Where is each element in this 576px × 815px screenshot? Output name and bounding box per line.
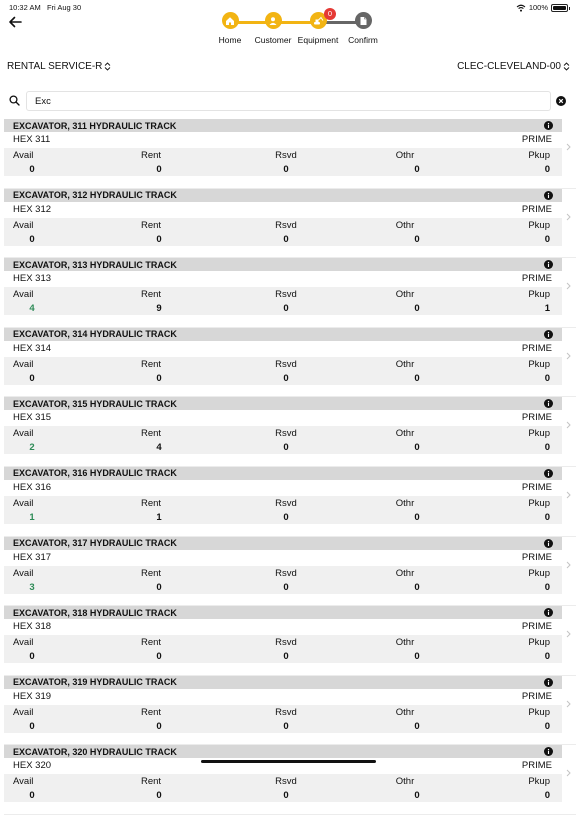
step-confirm[interactable] (333, 12, 393, 45)
stat-value-rent: 0 (156, 720, 162, 732)
stat-label-rent: Rent (140, 289, 162, 301)
equipment-class: PRIME (521, 134, 552, 145)
stat-value-pkup: 1 (544, 303, 550, 315)
stat-label-avail: Avail (13, 289, 34, 301)
stat-value-avail: 0 (29, 372, 35, 384)
stat-value-rsvd: 0 (283, 581, 289, 593)
stat-value-rent: 0 (156, 372, 162, 384)
stat-label-rent: Rent (140, 428, 162, 440)
stat-value-rent: 0 (156, 233, 162, 245)
stat-label-avail: Avail (13, 219, 34, 231)
equipment-list-item[interactable] (4, 328, 576, 398)
stat-label-rsvd: Rsvd (275, 706, 297, 718)
equipment-class: PRIME (521, 342, 552, 354)
info-icon[interactable] (544, 399, 553, 408)
equipment-list-item[interactable] (4, 119, 576, 189)
stat-label-rsvd: Rsvd (275, 219, 297, 231)
stat-value-avail: 0 (29, 233, 35, 245)
stat-value-pkup: 0 (544, 720, 550, 732)
stat-value-rsvd: 0 (283, 233, 289, 245)
stat-value-avail: 0 (29, 164, 35, 175)
equipment-code: HEX 320 (13, 760, 52, 772)
back-arrow-icon[interactable] (7, 14, 23, 30)
stat-value-rsvd: 0 (283, 790, 289, 802)
equipment-list-item[interactable] (4, 189, 576, 259)
battery-percent: 100% (528, 3, 548, 12)
stat-value-othr: 0 (414, 790, 420, 802)
service-selector[interactable] (7, 61, 111, 72)
stat-value-avail: 0 (29, 720, 35, 732)
availability-stats (4, 566, 562, 594)
stat-label-pkup: Pkup (528, 497, 550, 509)
step-label-home: Home (218, 35, 242, 45)
info-icon[interactable] (544, 191, 553, 200)
stat-label-othr: Othr (395, 497, 415, 509)
search-row (0, 91, 576, 111)
stat-label-rent: Rent (140, 637, 162, 649)
clear-search-icon[interactable] (556, 96, 566, 106)
status-time: 10:32 AM (9, 3, 41, 12)
stat-value-othr: 0 (414, 720, 420, 732)
stat-label-avail: Avail (13, 706, 34, 718)
stat-label-rent: Rent (140, 567, 162, 579)
equipment-item-header (4, 189, 562, 202)
equipment-code: HEX 313 (13, 273, 52, 285)
step-label-confirm: Confirm (348, 35, 378, 45)
equipment-item-header (4, 676, 562, 689)
stat-label-pkup: Pkup (528, 428, 550, 440)
stat-label-avail: Avail (13, 776, 34, 788)
equipment-item-header (4, 537, 562, 550)
battery-icon (551, 4, 568, 12)
stat-label-pkup: Pkup (528, 289, 550, 301)
stat-value-othr: 0 (414, 511, 420, 523)
stat-value-othr: 0 (414, 581, 420, 593)
stat-value-rent: 0 (156, 164, 162, 175)
info-icon[interactable] (544, 608, 553, 617)
stat-value-othr: 0 (414, 303, 420, 315)
equipment-code: HEX 319 (13, 690, 52, 702)
stat-label-othr: Othr (395, 637, 415, 649)
stat-value-othr: 0 (414, 233, 420, 245)
equipment-class: PRIME (521, 551, 552, 563)
step-label-customer: Customer (254, 35, 292, 45)
availability-stats (4, 774, 562, 802)
equipment-list-item[interactable] (4, 467, 576, 537)
stat-label-avail: Avail (13, 428, 34, 440)
stat-value-rsvd: 0 (283, 303, 289, 315)
stat-label-rsvd: Rsvd (275, 289, 297, 301)
stat-value-pkup: 0 (544, 372, 550, 384)
equipment-class: PRIME (521, 273, 552, 285)
info-icon[interactable] (544, 330, 553, 339)
stat-label-pkup: Pkup (528, 358, 550, 370)
stat-value-avail: 4 (29, 303, 35, 315)
availability-stats (4, 705, 562, 733)
availability-stats (4, 635, 562, 663)
status-time-date (9, 3, 81, 12)
stat-value-othr: 0 (414, 164, 420, 175)
chevron-right-icon[interactable] (566, 491, 571, 499)
stat-label-avail: Avail (13, 150, 34, 161)
stat-value-rent: 0 (156, 790, 162, 802)
availability-stats (4, 357, 562, 385)
equipment-list-item[interactable] (4, 397, 576, 467)
chevron-up-down-icon (563, 62, 570, 71)
stat-value-othr: 0 (414, 442, 420, 454)
status-right (516, 3, 568, 12)
status-date: Fri Aug 30 (46, 3, 82, 12)
equipment-title: EXCAVATOR, 313 HYDRAULIC TRACK (13, 259, 177, 270)
service-selector-value: RENTAL SERVICE-R (7, 61, 103, 72)
stat-label-rent: Rent (140, 497, 162, 509)
equipment-title: EXCAVATOR, 319 HYDRAULIC TRACK (13, 677, 177, 688)
stat-value-rsvd: 0 (283, 372, 289, 384)
branch-selector[interactable] (457, 61, 570, 72)
stat-label-othr: Othr (395, 776, 415, 788)
stat-label-rent: Rent (140, 776, 162, 788)
stat-value-pkup: 0 (544, 581, 550, 593)
stat-label-pkup: Pkup (528, 567, 550, 579)
stat-label-rsvd: Rsvd (275, 497, 297, 509)
stat-label-pkup: Pkup (528, 150, 550, 161)
equipment-code: HEX 311 (13, 134, 51, 145)
stat-label-othr: Othr (395, 358, 415, 370)
home-icon (222, 12, 239, 29)
equipment-title: EXCAVATOR, 312 HYDRAULIC TRACK (13, 190, 177, 201)
equipment-title: EXCAVATOR, 314 HYDRAULIC TRACK (13, 329, 177, 340)
equipment-item-header (4, 328, 562, 341)
equipment-code: HEX 314 (13, 342, 52, 354)
branch-selector-value: CLEC-CLEVELAND-00 (457, 61, 561, 72)
stat-label-rsvd: Rsvd (275, 776, 297, 788)
equipment-code: HEX 316 (13, 481, 52, 493)
availability-stats (4, 287, 562, 315)
equipment-code: HEX 318 (13, 621, 52, 633)
stat-label-rent: Rent (140, 150, 162, 161)
equipment-item-header (4, 606, 562, 619)
info-icon[interactable] (544, 539, 553, 548)
equipment-list (4, 119, 576, 815)
stat-value-pkup: 0 (544, 164, 550, 175)
chevron-right-icon[interactable] (566, 352, 571, 360)
equipment-list-item[interactable] (4, 676, 576, 746)
stat-label-rent: Rent (140, 219, 162, 231)
document-icon (355, 12, 372, 29)
stat-value-othr: 0 (414, 651, 420, 663)
stat-value-rsvd: 0 (283, 651, 289, 663)
availability-stats (4, 218, 562, 246)
stat-label-othr: Othr (395, 150, 415, 161)
equipment-class: PRIME (521, 481, 552, 493)
stat-value-avail: 1 (29, 511, 35, 523)
chevron-right-icon[interactable] (566, 630, 571, 638)
stat-label-rent: Rent (140, 706, 162, 718)
info-icon[interactable] (544, 121, 553, 130)
stat-label-pkup: Pkup (528, 219, 550, 231)
home-indicator (201, 760, 376, 763)
stat-label-rsvd: Rsvd (275, 637, 297, 649)
stat-value-rent: 0 (156, 581, 162, 593)
step-label-equipment: Equipment (297, 35, 339, 45)
chevron-right-icon[interactable] (566, 769, 571, 777)
stat-label-avail: Avail (13, 637, 34, 649)
info-icon[interactable] (544, 747, 553, 756)
stat-label-rent: Rent (140, 358, 162, 370)
stat-value-rent: 4 (156, 442, 162, 454)
equipment-item-header (4, 397, 562, 410)
info-icon[interactable] (544, 678, 553, 687)
info-icon[interactable] (544, 260, 553, 269)
equipment-title: EXCAVATOR, 320 HYDRAULIC TRACK (13, 746, 177, 757)
availability-stats (4, 496, 562, 524)
equipment-title: EXCAVATOR, 318 HYDRAULIC TRACK (13, 607, 177, 618)
stat-label-othr: Othr (395, 219, 415, 231)
stat-value-pkup: 0 (544, 790, 550, 802)
stat-value-avail: 2 (29, 442, 35, 454)
equipment-title: EXCAVATOR, 315 HYDRAULIC TRACK (13, 398, 177, 409)
equipment-list-item[interactable] (4, 606, 576, 676)
equipment-item-header (4, 119, 562, 132)
equipment-title: EXCAVATOR, 311 HYDRAULIC TRACK (13, 120, 177, 131)
availability-stats (4, 426, 562, 454)
stat-label-othr: Othr (395, 567, 415, 579)
stat-value-avail: 3 (29, 581, 35, 593)
stat-value-rent: 9 (156, 303, 162, 315)
stat-label-rsvd: Rsvd (275, 567, 297, 579)
equipment-item-header (4, 745, 562, 758)
wifi-icon (516, 4, 526, 12)
equipment-title: EXCAVATOR, 317 HYDRAULIC TRACK (13, 538, 177, 549)
search-input[interactable] (26, 91, 551, 111)
stat-value-pkup: 0 (544, 651, 550, 663)
stat-label-rsvd: Rsvd (275, 150, 297, 161)
equipment-item-header (4, 467, 562, 480)
equipment-class: PRIME (521, 412, 552, 424)
stat-label-othr: Othr (395, 706, 415, 718)
stat-value-avail: 0 (29, 651, 35, 663)
equipment-code: HEX 312 (13, 203, 52, 215)
equipment-code: HEX 315 (13, 412, 52, 424)
selector-row (0, 61, 576, 77)
stat-label-pkup: Pkup (528, 637, 550, 649)
equipment-item-header (4, 258, 562, 271)
stat-value-avail: 0 (29, 790, 35, 802)
stat-label-avail: Avail (13, 567, 34, 579)
equipment-class: PRIME (521, 203, 552, 215)
equipment-code: HEX 317 (13, 551, 52, 563)
equipment-class: PRIME (521, 621, 552, 633)
stat-value-rsvd: 0 (283, 164, 289, 175)
stat-value-rsvd: 0 (283, 720, 289, 732)
chevron-right-icon[interactable] (566, 282, 571, 290)
equipment-class: PRIME (521, 760, 552, 772)
equipment-class: PRIME (521, 690, 552, 702)
stat-label-othr: Othr (395, 428, 415, 440)
chevron-right-icon[interactable] (566, 421, 571, 429)
stat-value-rsvd: 0 (283, 511, 289, 523)
equipment-title: EXCAVATOR, 316 HYDRAULIC TRACK (13, 468, 177, 479)
stat-value-pkup: 0 (544, 442, 550, 454)
stat-value-rent: 1 (156, 511, 162, 523)
chevron-right-icon[interactable] (566, 700, 571, 708)
stat-label-rsvd: Rsvd (275, 358, 297, 370)
stat-label-pkup: Pkup (528, 706, 550, 718)
stat-label-avail: Avail (13, 497, 34, 509)
chevron-up-down-icon (104, 62, 111, 71)
chevron-right-icon[interactable] (566, 561, 571, 569)
stat-value-othr: 0 (414, 372, 420, 384)
stat-value-rsvd: 0 (283, 442, 289, 454)
stat-value-rent: 0 (156, 651, 162, 663)
availability-stats (4, 148, 562, 176)
chevron-right-icon[interactable] (566, 143, 571, 151)
stat-value-pkup: 0 (544, 233, 550, 245)
progress-stepper (212, 9, 388, 48)
stat-label-othr: Othr (395, 289, 415, 301)
equipment-list-item[interactable] (4, 745, 576, 815)
chevron-right-icon[interactable] (566, 213, 571, 221)
customer-icon (265, 12, 282, 29)
equipment-count-badge: 0 (324, 8, 336, 20)
stat-label-pkup: Pkup (528, 776, 550, 788)
search-icon (9, 95, 20, 106)
stat-value-pkup: 0 (544, 511, 550, 523)
stat-label-avail: Avail (13, 358, 34, 370)
equipment-list-item[interactable] (4, 537, 576, 607)
equipment-list-item[interactable] (4, 258, 576, 328)
info-icon[interactable] (544, 469, 553, 478)
stat-label-rsvd: Rsvd (275, 428, 297, 440)
